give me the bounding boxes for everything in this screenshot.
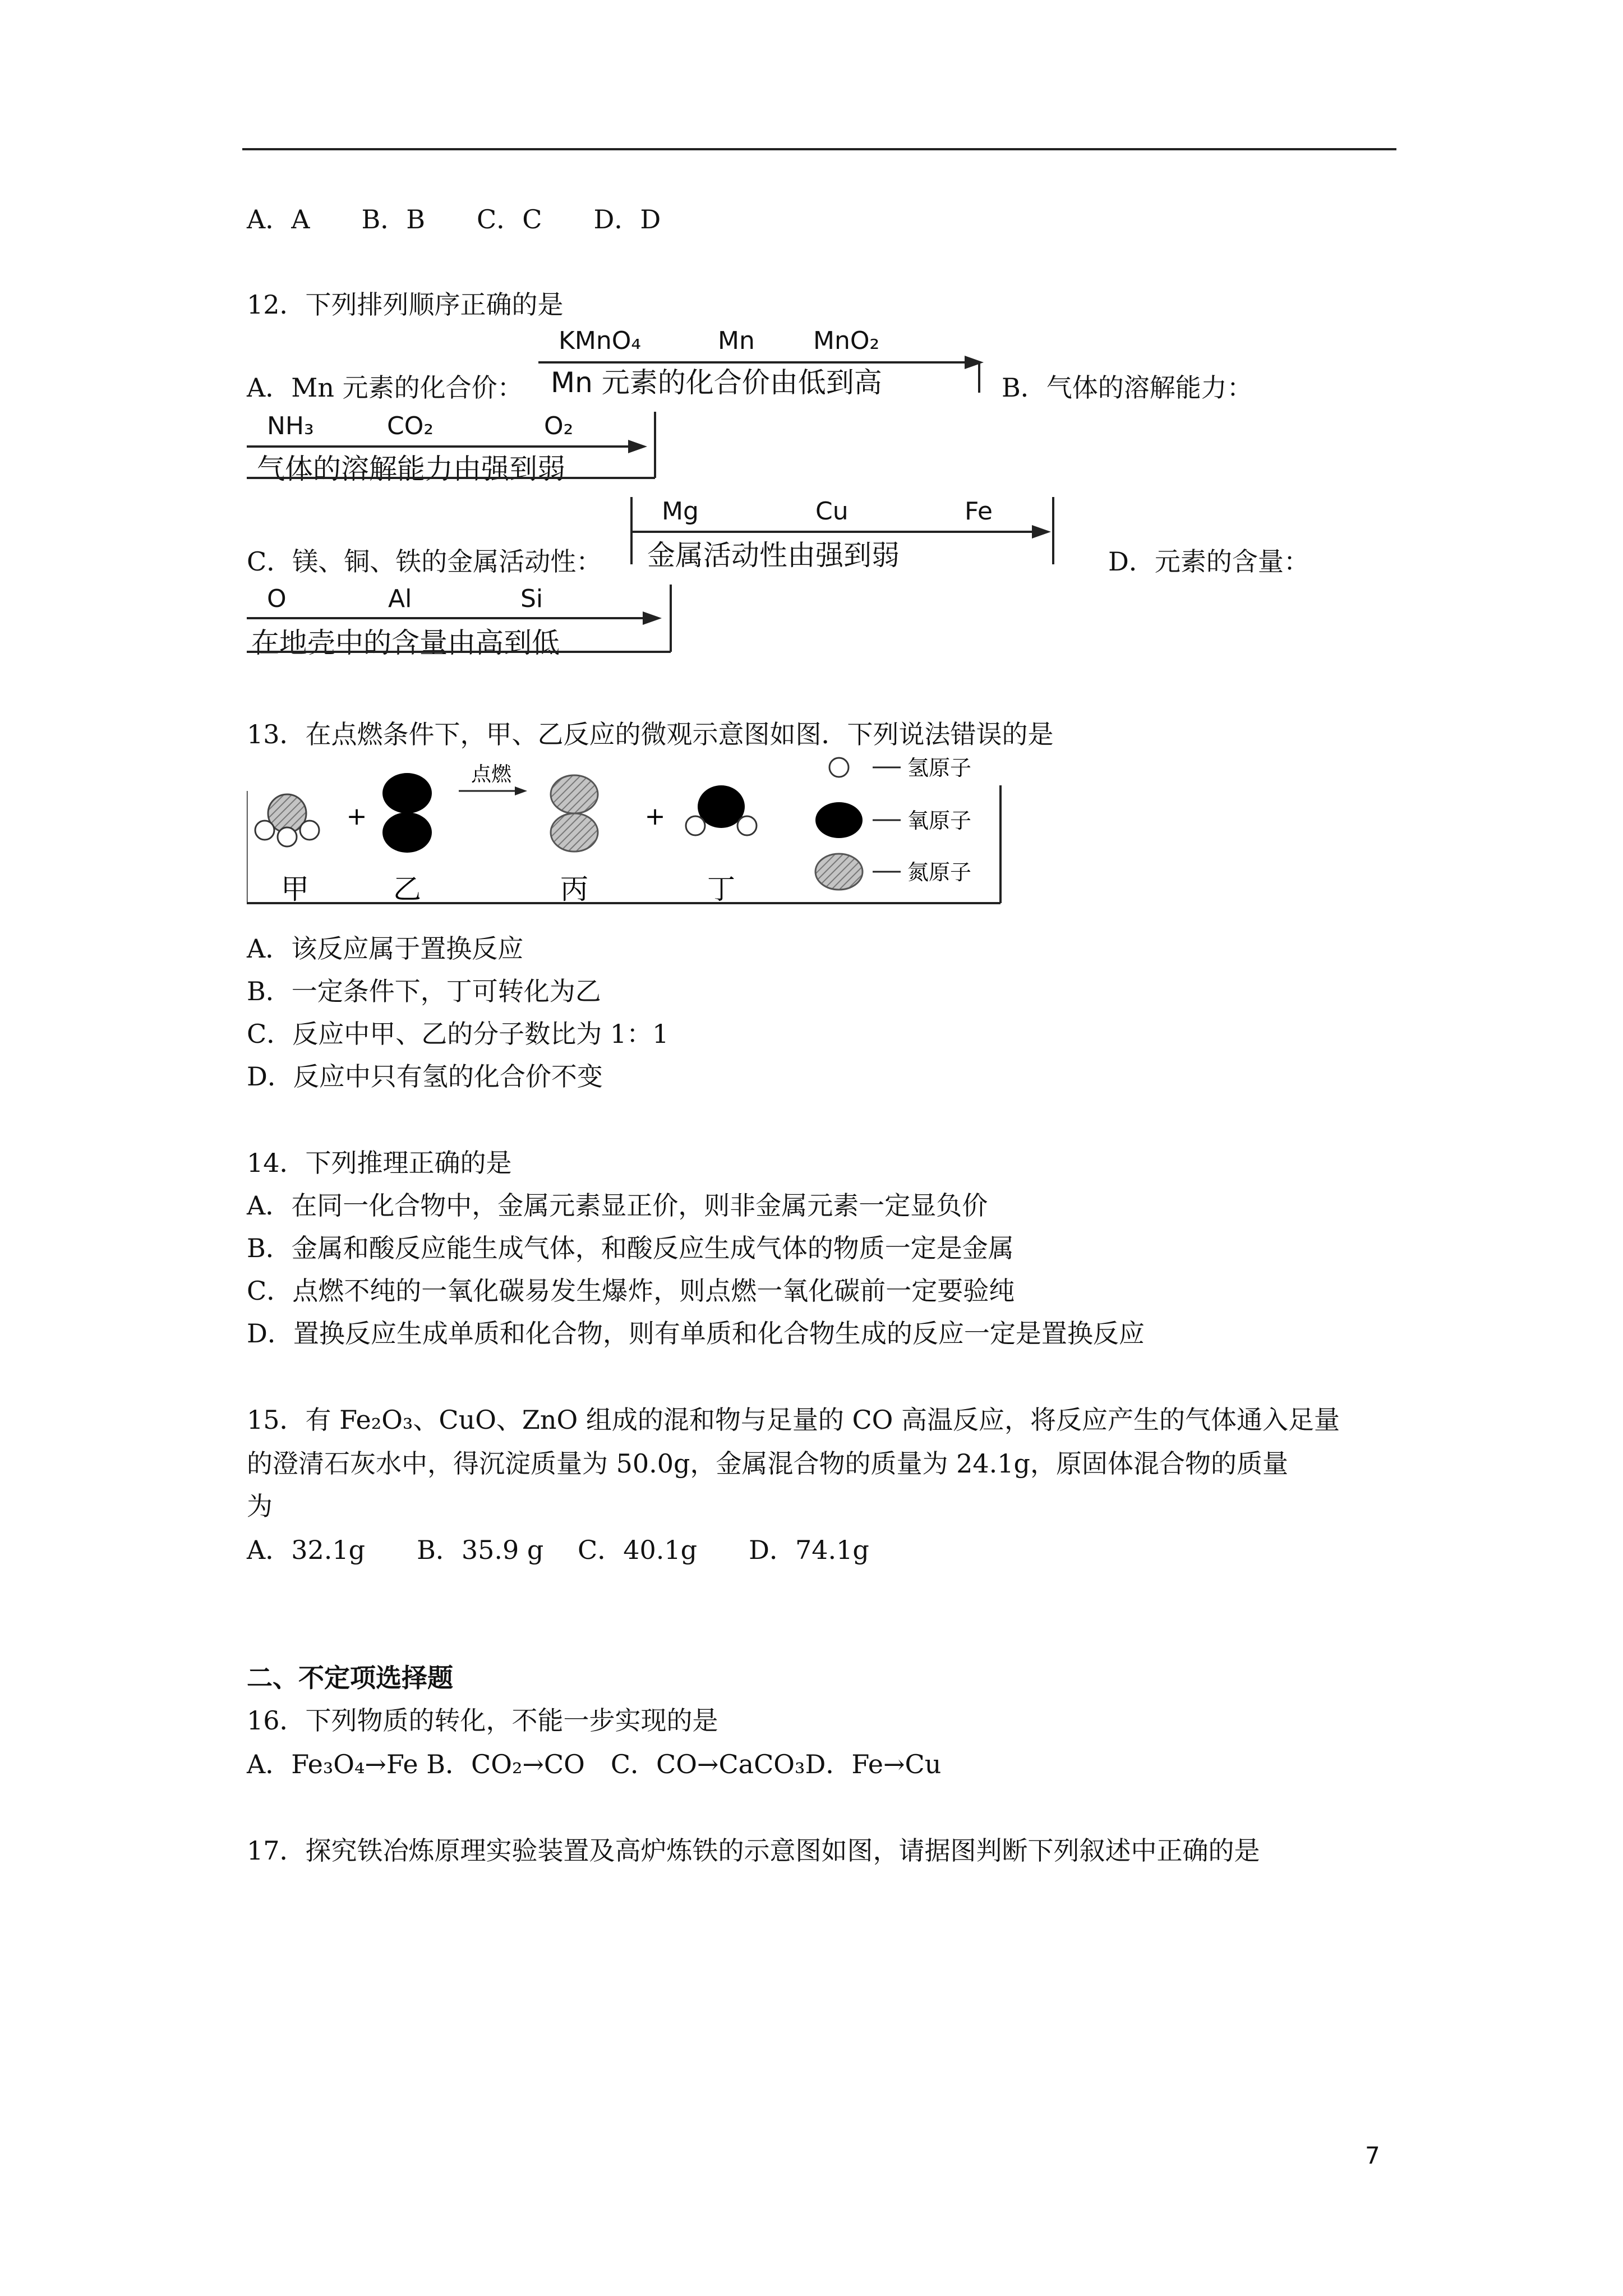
sequence-item: O: [267, 585, 287, 613]
q14-stem: 14．下列推理正确的是: [247, 1148, 512, 1178]
q12-option-a-label: A．Mn 元素的化合价：: [247, 372, 523, 403]
arrow-head-icon: [515, 786, 527, 795]
molecule-o2: [382, 773, 432, 853]
header-rule: [242, 148, 1396, 150]
box-edge: [630, 497, 633, 564]
q11-options: A．A B．B C．C D．D: [247, 204, 661, 234]
q16-stem: 16．下列物质的转化，不能一步实现的是: [247, 1705, 718, 1736]
q13-option-a: A．该反应属于置换反应: [247, 933, 524, 964]
box-edge: [978, 362, 980, 393]
q13-option-c: C．反应中甲、乙的分子数比为 1：1: [247, 1019, 669, 1049]
reaction-diagram: [247, 752, 1009, 904]
arrow-head-icon: [643, 611, 662, 625]
sequence-item: KMnO₄: [559, 326, 641, 355]
q15-line-1: 15．有 Fe₂O₃、CuO、ZnO 组成的混和物与足量的 CO 高温反应，将反应产生的气体通入足量: [247, 1405, 1340, 1435]
molecule-h2o: [686, 785, 757, 835]
legend: [815, 756, 971, 890]
sequence-item: Mg: [662, 497, 699, 526]
hydrogen-atom-icon: [829, 758, 849, 777]
sequence-item: Mn: [718, 326, 755, 355]
sequence-item: Si: [520, 585, 543, 613]
legend-oxygen: 氧原子: [907, 808, 972, 833]
molecule-n2: [551, 775, 598, 852]
q12-option-b-sequence: [247, 412, 662, 485]
legend-hydrogen: 氢原子: [907, 756, 972, 780]
q16-options: A．Fe₃O₄→Fe B．CO₂→CO C．CO→CaCO₃D．Fe→Cu: [247, 1749, 942, 1779]
q14-option-a: A．在同一化合物中，金属元素显正价，则非金属元素一定显负价: [247, 1190, 988, 1221]
arrow-head-icon: [965, 356, 984, 369]
q14-option-b: B．金属和酸反应能生成气体，和酸反应生成气体的物质一定是金属: [247, 1233, 1014, 1263]
q12-stem: 12．下列排列顺序正确的是: [247, 289, 564, 320]
sequence-item: O₂: [544, 412, 574, 440]
q12-option-c-sequence: [630, 497, 1068, 572]
arrow-label: 点燃: [471, 763, 512, 786]
sequence-item: MnO₂: [813, 326, 880, 355]
sequence-item: CO₂: [387, 412, 434, 440]
sequence-caption: 在地壳中的含量由高到低: [251, 627, 560, 659]
box-edge: [247, 477, 655, 479]
q13-option-b: B．一定条件下，丁可转化为乙: [247, 976, 601, 1006]
sequence-item: NH₃: [267, 412, 314, 440]
q15-line-2: 的澄清石灰水中，得沉淀质量为 50.0g，金属混合物的质量为 24.1g，原固体混合物的质量: [247, 1448, 1288, 1479]
sequence-caption: 气体的溶解能力由强到弱: [257, 453, 565, 485]
q12-option-d-sequence: [247, 585, 679, 659]
q17-stem: 17．探究铁冶炼原理实验装置及高炉炼铁的示意图如图，请据图判断下列叙述中正确的是: [247, 1835, 1260, 1866]
sequence-item: Cu: [815, 497, 849, 526]
arrow-head-icon: [628, 440, 647, 453]
q14-option-c: C．点燃不纯的一氧化碳易发生爆炸，则点燃一氧化碳前一定要验纯: [247, 1276, 1015, 1306]
sequence-caption: Mn 元素的化合价由低到高: [551, 366, 882, 399]
label-bing: 丙: [560, 873, 588, 904]
label-ding: 丁: [707, 873, 735, 904]
box-edge: [247, 651, 671, 653]
q12-option-c-label: C．镁、铜、铁的金属活动性：: [247, 546, 602, 577]
plus-sign: +: [346, 802, 367, 831]
plus-sign: +: [644, 802, 666, 831]
sequence-item: Fe: [965, 497, 993, 526]
section-title: 二、不定项选择题: [247, 1663, 453, 1693]
q12-option-b-label: B．气体的溶解能力：: [1002, 372, 1253, 403]
q12-option-a-sequence: [538, 326, 987, 399]
label-jia: 甲: [281, 873, 309, 904]
sequence-item: Al: [388, 585, 412, 613]
arrow-head-icon: [1032, 525, 1051, 539]
label-yi: 乙: [393, 873, 421, 904]
q13-stem: 13．在点燃条件下，甲、乙反应的微观示意图如图．下列说法错误的是: [247, 719, 1054, 749]
q14-option-d: D．置换反应生成单质和化合物，则有单质和化合物生成的反应一定是置换反应: [247, 1318, 1145, 1349]
q13-option-d: D．反应中只有氢的化合价不变: [247, 1061, 603, 1092]
box-edge: [654, 412, 656, 478]
q12-option-d-label: D．元素的含量：: [1108, 546, 1310, 577]
q15-line-3: 为: [247, 1491, 273, 1521]
molecule-nh3: [255, 794, 319, 846]
legend-nitrogen: 氮原子: [907, 860, 972, 885]
q15-options: A．32.1g B．35.9 g C．40.1g D．74.1g: [247, 1535, 869, 1565]
nitrogen-atom-icon: [815, 854, 863, 890]
box-edge: [670, 585, 672, 652]
arrow-line: [247, 617, 643, 619]
sequence-caption: 金属活动性由强到弱: [647, 539, 900, 572]
page-number: 7: [1365, 2142, 1380, 2169]
oxygen-atom-icon: [815, 802, 863, 838]
box-edge: [1052, 497, 1054, 564]
